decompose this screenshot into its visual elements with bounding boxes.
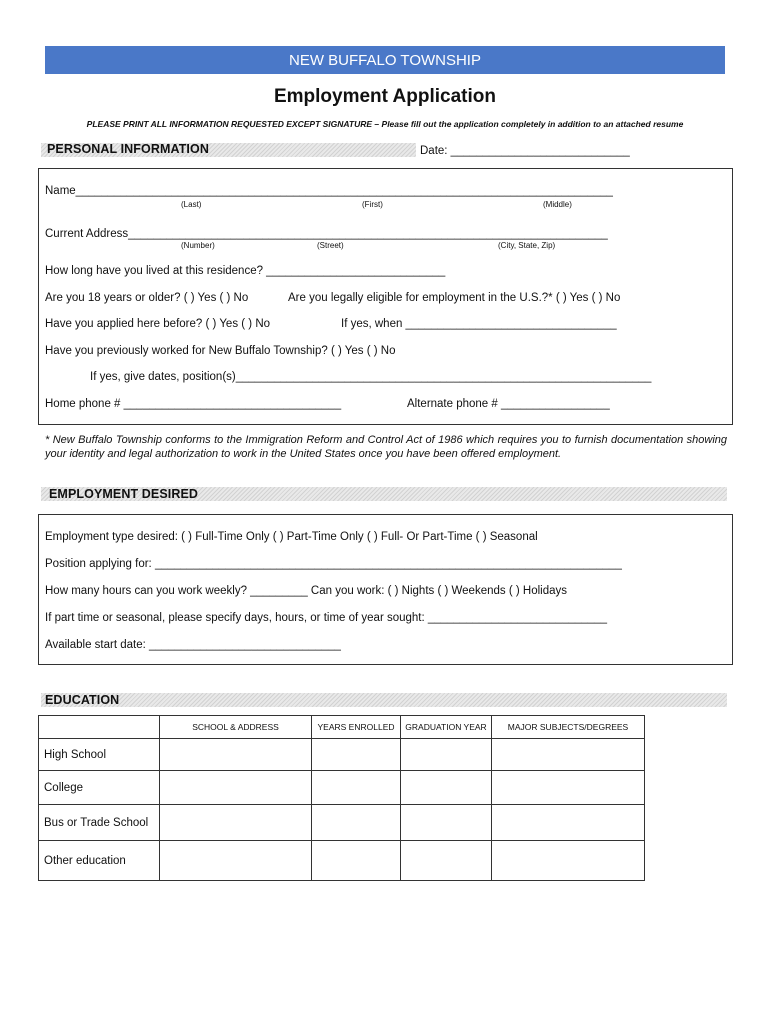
school-address-cell[interactable] [160,841,312,881]
address-city-caption: (City, State, Zip) [498,241,556,250]
school-address-cell[interactable] [160,805,312,841]
education-row-label: College [39,771,160,805]
name-field[interactable]: Name____________________________________________________________________________________ [45,185,613,197]
table-row [39,771,645,805]
employment-section-title: EMPLOYMENT DESIRED [49,487,199,501]
table-row [39,841,645,881]
address-field[interactable]: Current Address___________________________________________________________________________ [45,228,608,240]
school-address-cell[interactable] [160,739,312,771]
hours-field[interactable]: How many hours can you work weekly? _________ Can you work: ( ) Nights ( ) Weekends ( ) Holidays [45,585,567,597]
years-enrolled-cell[interactable] [312,805,401,841]
education-header-cell: MAJOR SUBJECTS/DEGREES [492,716,645,739]
table-row [39,805,645,841]
name-last-caption: (Last) [181,200,202,209]
date-field[interactable]: Date: ____________________________ [420,145,630,157]
education-header-cell: YEARS ENROLLED [312,716,401,739]
age-18-question[interactable]: Are you 18 years or older? ( ) Yes ( ) No [45,292,249,304]
table-row [39,739,645,771]
worked-before-question[interactable]: Have you previously worked for New Buffalo Township? ( ) Yes ( ) No [45,345,396,357]
address-street-caption: (Street) [317,241,344,250]
residence-duration-field[interactable]: How long have you lived at this residence? ____________________________ [45,265,446,277]
name-middle-caption: (Middle) [543,200,572,209]
education-section-bar [41,693,727,707]
graduation-year-cell[interactable] [401,771,492,805]
position-field[interactable]: Position applying for: _________________________________________________________________________ [45,558,622,570]
graduation-year-cell[interactable] [401,841,492,881]
applied-before-question[interactable]: Have you applied here before? ( ) Yes ( ) No [45,318,271,330]
major-subjects-cell[interactable] [492,739,645,771]
education-header-row [39,716,645,739]
home-phone-field[interactable]: Home phone # __________________________________ [45,398,342,410]
alternate-phone-field[interactable]: Alternate phone # _________________ [407,398,610,410]
major-subjects-cell[interactable] [492,805,645,841]
education-header-cell: SCHOOL & ADDRESS [160,716,312,739]
banner: NEW BUFFALO TOWNSHIP [45,46,725,74]
education-table [38,715,645,881]
years-enrolled-cell[interactable] [312,771,401,805]
education-row-label: Bus or Trade School [39,805,160,841]
immigration-footnote: * New Buffalo Township conforms to the Immigration Reform and Control Act of 1986 which requires you to furnish documentation showing your identity and legal authorization to work in the United States once you have been offered employment. [45,434,727,460]
education-row-label: High School [39,739,160,771]
name-first-caption: (First) [362,200,383,209]
employment-type-field[interactable]: Employment type desired: ( ) Full-Time Only ( ) Part-Time Only ( ) Full- Or Part-Time ( ) Seasonal [45,531,538,543]
part-time-field[interactable]: If part time or seasonal, please specify days, hours, or time of year sought: ____________________________ [45,612,607,624]
years-enrolled-cell[interactable] [312,841,401,881]
instructions: PLEASE PRINT ALL INFORMATION REQUESTED EXCEPT SIGNATURE – Please fill out the application completely in addition to an attached resume [86,119,684,129]
years-enrolled-cell[interactable] [312,739,401,771]
start-date-field[interactable]: Available start date: ______________________________ [45,639,341,651]
applied-when-field[interactable]: If yes, when _________________________________ [341,318,617,330]
education-header-cell: GRADUATION YEAR [401,716,492,739]
education-row-label: Other education [39,841,160,881]
personal-section-title: PERSONAL INFORMATION [47,142,209,156]
education-header-cell [39,716,160,739]
graduation-year-cell[interactable] [401,805,492,841]
page-title: Employment Application [273,86,497,107]
address-number-caption: (Number) [181,241,215,250]
school-address-cell[interactable] [160,771,312,805]
education-section-title: EDUCATION [45,693,120,707]
major-subjects-cell[interactable] [492,771,645,805]
graduation-year-cell[interactable] [401,739,492,771]
eligibility-question[interactable]: Are you legally eligible for employment in the U.S.?* ( ) Yes ( ) No [288,292,621,304]
major-subjects-cell[interactable] [492,841,645,881]
worked-dates-field[interactable]: If yes, give dates, position(s)_________________________________________________________________ [90,371,652,383]
